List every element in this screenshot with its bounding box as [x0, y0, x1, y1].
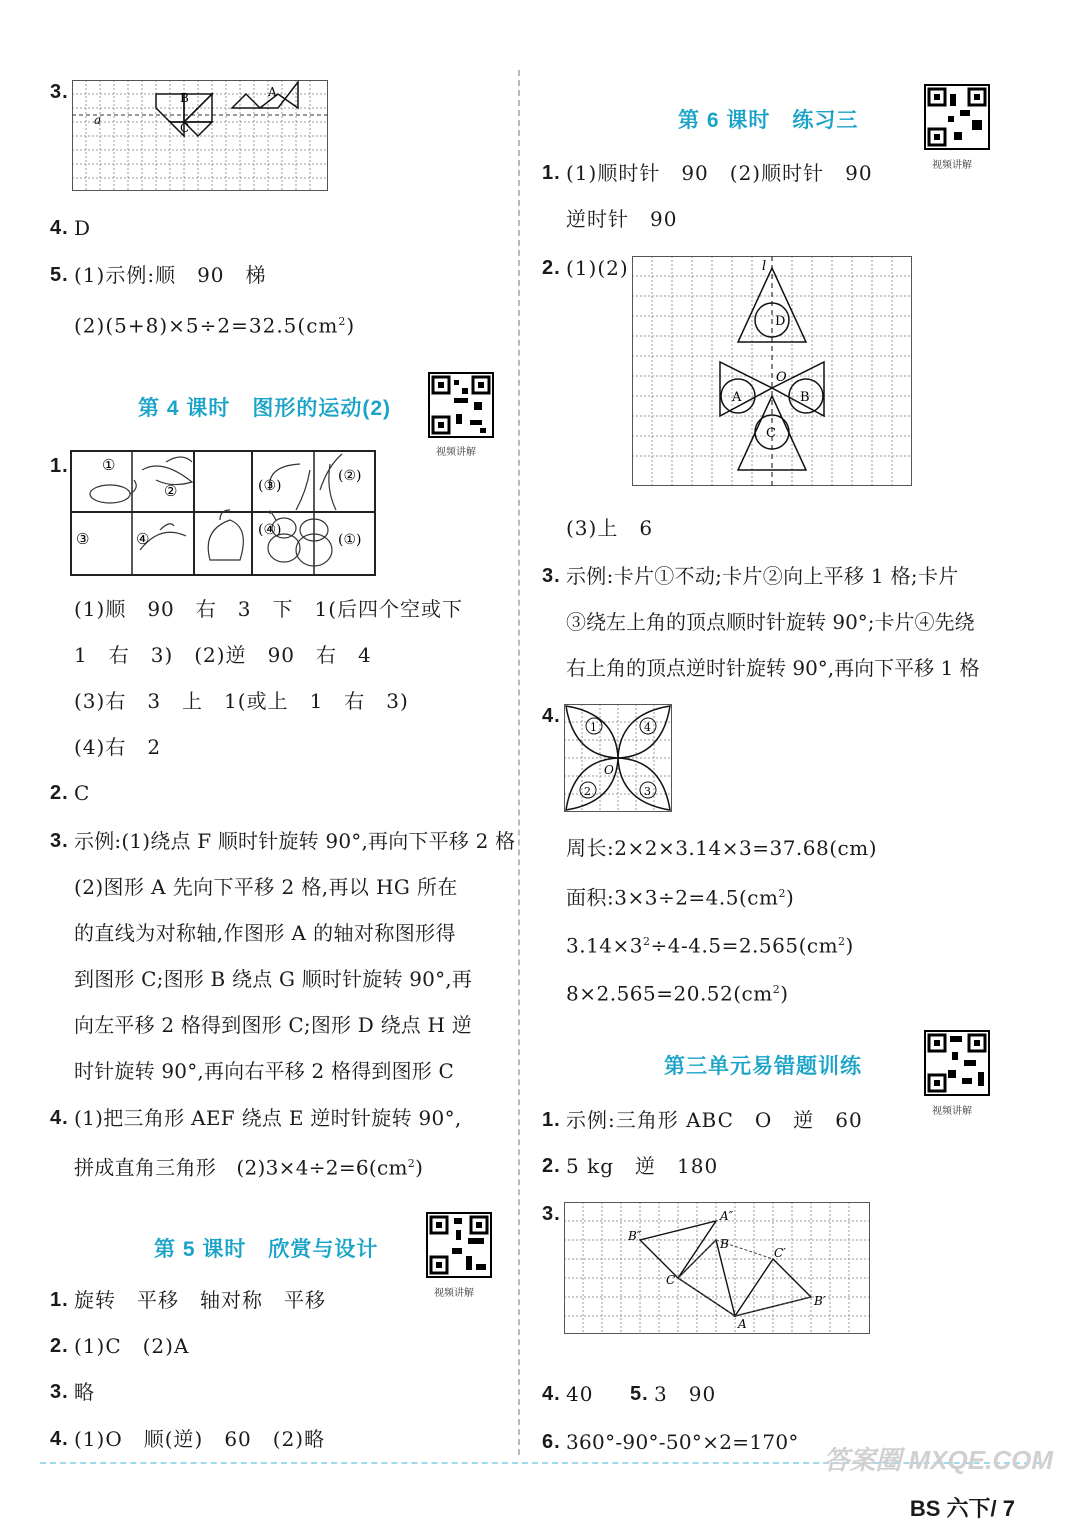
u3q3-label-c1: C′ — [774, 1246, 786, 1260]
q5-number: 5. — [50, 264, 69, 286]
card-label-3b: (③) — [258, 478, 282, 494]
u3q3-label-c: C — [666, 1273, 676, 1287]
section-title-lesson6: 第 6 课时 练习三 — [678, 109, 859, 132]
s6q4-calc2: $8\times 2.565=20.52(cm^2)$ — [566, 981, 789, 1006]
s6q3-line2: ③绕左上角的顶点顺时针旋转 90°;卡片④先绕 — [566, 610, 975, 634]
s4q3-number: 3. — [50, 830, 69, 852]
s6q4-area: 面积$:3\times 3\div 2=4.5(cm^2)$ — [566, 885, 795, 910]
qr-code-lesson4[interactable] — [428, 372, 494, 438]
s6q4-petal-figure — [564, 704, 674, 814]
u3q1-answer: 示例:三角形 ABC O 逆 60 — [566, 1108, 863, 1132]
s4q1-line4: (4)右 2 — [74, 735, 162, 759]
section-title-lesson5: 第 5 课时 欣赏与设计 — [154, 1238, 379, 1261]
s4q4-number: 4. — [50, 1107, 69, 1129]
s6q1-line1: (1)顺时针 90 (2)顺时针 90 — [566, 161, 873, 185]
s6q2-label-l: l — [762, 259, 767, 274]
watermark: 答案圈 MXQE.COM — [823, 1445, 1053, 1475]
s6q2-label-a: A — [732, 390, 742, 405]
s4q3-line2: (2)图形 A 先向下平移 2 格,再以 HG 所在 — [74, 875, 458, 899]
s6q3-number: 3. — [542, 565, 561, 587]
s4q1-rabbit-cards — [70, 450, 376, 576]
u3q4-answer: 40 — [566, 1382, 594, 1406]
q3-label-aa: A — [268, 85, 277, 99]
petal-label-3: 3 — [644, 785, 651, 798]
s4q1-line2: 1 右 3) (2)逆 90 右 4 — [74, 643, 372, 667]
qr-code-lesson6[interactable] — [924, 84, 990, 150]
q4-answer: D — [74, 216, 92, 240]
petal-label-2: 2 — [584, 785, 591, 798]
u3q3-label-a: A — [738, 1317, 747, 1331]
card-label-4b: (④) — [258, 522, 282, 538]
s6q2-label-b: B — [800, 390, 810, 405]
u3q3-label-a2: A″ — [720, 1209, 734, 1223]
s6q1-number: 1. — [542, 162, 561, 184]
s6q1-line2: 逆时针 90 — [566, 207, 678, 231]
card-label-4: ④ — [136, 530, 150, 548]
card-label-1b: (①) — [338, 532, 362, 548]
petal-label-o: O — [604, 763, 614, 777]
s6q2-grid-figure — [632, 256, 914, 488]
s4q3-line3: 的直线为对称轴,作图形 A 的轴对称图形得 — [74, 921, 456, 945]
s4q1-number: 1. — [50, 455, 69, 477]
q3-grid-figure — [72, 80, 330, 192]
u3q6-number: 6. — [542, 1431, 561, 1453]
section-title-unit3: 第三单元易错题训练 — [664, 1055, 862, 1078]
card-label-3: ③ — [76, 530, 90, 548]
q3-label-c: C — [180, 121, 190, 135]
s4q3-line5: 向左平移 2 格得到图形 C;图形 D 绕点 H 逆 — [74, 1013, 472, 1037]
qr-label-lesson6: 视频讲解 — [932, 160, 972, 171]
section-title-lesson4: 第 4 课时 图形的运动(2) — [138, 397, 392, 420]
s4q4-line2: 拼成直角三角形 $(2)3\times 4\div 2=6(cm^2)$ — [74, 1155, 424, 1180]
s4q3-line4: 到图形 C;图形 B 绕点 G 顺时针旋转 90°,再 — [74, 967, 473, 991]
s5q1-answer: 旋转 平移 轴对称 平移 — [74, 1288, 326, 1312]
s6q2-line: (3)上 6 — [566, 516, 654, 540]
s4q4-line1: (1)把三角形 AEF 绕点 E 逆时针旋转 90°, — [74, 1106, 462, 1130]
s6q2-number: 2. — [542, 257, 561, 279]
u3q2-number: 2. — [542, 1155, 561, 1177]
s4q2-number: 2. — [50, 782, 69, 804]
petal-label-1: 1 — [590, 721, 597, 734]
q5-line2: $(2)(5+8)\times 5\div 2=32.5(cm^2)$ — [74, 313, 356, 338]
u3q4-number: 4. — [542, 1383, 561, 1405]
qr-label-lesson5: 视频讲解 — [434, 1288, 474, 1299]
page-footer: BS 六下/ 7 — [909, 1496, 1015, 1521]
q3-label-a: a — [94, 113, 102, 127]
u3q5-number: 5. — [630, 1383, 649, 1405]
s6q4-number: 4. — [542, 705, 561, 727]
s4q1-line3: (3)右 3 上 1(或上 1 右 3) — [74, 689, 409, 713]
s6q4-calc1: $3.14\times 3^2\div 4-4.5=2.565(cm^2)$ — [566, 933, 854, 958]
u3q1-number: 1. — [542, 1109, 561, 1131]
q3-label-b: B — [180, 91, 189, 105]
s6q2-parts: (1)(2) — [566, 256, 629, 280]
u3q3-number: 3. — [542, 1203, 561, 1225]
q3-number: 3. — [50, 81, 69, 103]
u3q6-answer: 360°-90°-50°×2=170° — [566, 1430, 799, 1454]
card-label-2: ② — [164, 482, 178, 500]
s6q2-label-d: D — [775, 314, 786, 329]
qr-code-unit3[interactable] — [924, 1030, 990, 1096]
s6q3-line1: 示例:卡片①不动;卡片②向上平移 1 格;卡片 — [566, 564, 959, 588]
q4-number: 4. — [50, 217, 69, 239]
qr-code-lesson5[interactable] — [426, 1212, 492, 1278]
s6q2-label-o: O — [776, 370, 787, 385]
s5q4-number: 4. — [50, 1428, 69, 1450]
s4q3-line6: 时针旋转 90°,再向右平移 2 格得到图形 C — [74, 1059, 455, 1083]
s6q4-perimeter: 周长:2×2×3.14×3=37.68(cm) — [566, 836, 878, 860]
s5q3-answer: 略 — [74, 1380, 95, 1404]
u3q3-label-b2: B″ — [628, 1229, 642, 1243]
petal-label-4: 4 — [644, 721, 651, 734]
s5q4-answer: (1)O 顺(逆) 60 (2)略 — [74, 1427, 326, 1451]
q5-line1: (1)示例:顺 90 梯 — [74, 263, 267, 287]
u3q3-grid-figure — [564, 1202, 872, 1336]
u3q3-label-b1: B′ — [814, 1294, 826, 1308]
s5q2-number: 2. — [50, 1335, 69, 1357]
s6q2-label-c: C — [766, 426, 776, 441]
u3q3-label-b: B — [720, 1237, 729, 1251]
s4q1-line1: (1)顺 90 右 3 下 1(后四个空或下 — [74, 597, 464, 621]
card-label-1: ① — [102, 456, 116, 474]
s5q3-number: 3. — [50, 1381, 69, 1403]
u3q5-answer: 3 90 — [654, 1382, 717, 1406]
card-label-2b: (②) — [338, 468, 362, 484]
s6q3-line3: 右上角的顶点逆时针旋转 90°,再向下平移 1 格 — [566, 656, 980, 680]
qr-label-lesson4: 视频讲解 — [436, 447, 476, 458]
s4q2-answer: C — [74, 781, 91, 805]
s5q2-answer: (1)C (2)A — [74, 1334, 190, 1358]
u3q2-answer: 5 kg 逆 180 — [566, 1154, 719, 1178]
s5q1-number: 1. — [50, 1289, 69, 1311]
qr-label-unit3: 视频讲解 — [932, 1106, 972, 1117]
s4q3-line1: 示例:(1)绕点 F 顺时针旋转 90°,再向下平移 2 格 — [74, 829, 516, 853]
column-divider — [518, 70, 520, 1455]
